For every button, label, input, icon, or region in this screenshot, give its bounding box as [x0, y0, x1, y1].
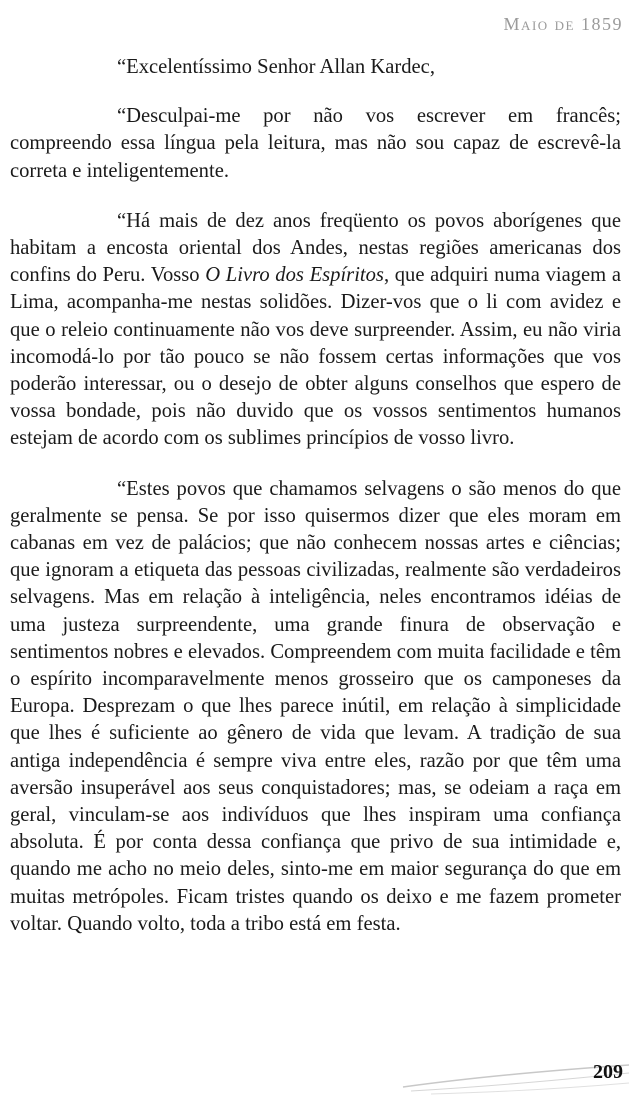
page-footer — [0, 1037, 631, 1097]
book-title: O Livro dos Espíritos — [205, 264, 384, 287]
paragraph-2-text-before: “Há mais de dez anos freqüento os povos aborígenes que habitam a encosta oriental dos Andes, nestas regiões americanas dos confins do Peru. Vosso — [10, 209, 621, 287]
letter-paragraph-3: “Estes povos que chamamos selvagens o são menos do que geralmente se pensa. Se por isso quisermos dizer que eles moram em cabanas em vez de palácios; que não conhecem nossas artes e ciências; que ignoram a etiqueta das pessoas civilizadas, realmente são verdadeiros selvagens. Mas em relação à inteligência, neles encontramos idéias de uma justeza surpreendente, uma grande finura de observação e sentimentos nobres e elevados. Compreendem com muita facilidade e têm o espírito incomparavelmente menos grosseiro que os camponeses da Europa. Desprezam o que lhes parece inútil, em relação à simplicidade que lhes é suficiente ao gênero de vida que levam. A tradição de sua antiga independência é sempre viva entre eles, razão por que têm uma aversão insuperável aos seus conquistadores; mas, se odeiam a raça em geral, vinculam-se aos indivíduos que lhes inspiram uma confiança absoluta. É por conta dessa confiança que privo de sua intimidade e, quando me acho no meio deles, sinto-me em maior segurança do que em muitas metrópoles. Ficam tristes quando os deixo e me fazem prometer voltar. Quando volto, toda a tribo está em festa. — [10, 477, 621, 935]
paragraph-2-text-after: , que adquiri numa viagem a Lima, acompanha-me nestas solidões. Dizer-vos que o li com avidez e que o releio continuamente não vos deve surpreender. Assim, eu não viria incomodá-lo por tão pouco se não fossem certas informações que vos poderão interessar, ou o desejo de obter alguns conselhos que espero de vossa bondade, pois não duvido que os vossos sentimentos humanos estejam de acordo com os sublimes princípios de vosso livro. — [10, 264, 621, 450]
letter-paragraph-1: “Desculpai-me por não vos escrever em francês; compreendo essa língua pela leitura, mas não sou capaz de escrevê-la correta e inteligentemente. — [10, 105, 621, 182]
page-body — [10, 54, 621, 938]
running-header: Maio de 1859 — [503, 14, 623, 34]
page-number: 209 — [593, 1061, 623, 1083]
letter-salutation: “Excelentíssimo Senhor Allan Kardec, — [117, 56, 435, 78]
letter-paragraph-2 — [10, 208, 621, 453]
